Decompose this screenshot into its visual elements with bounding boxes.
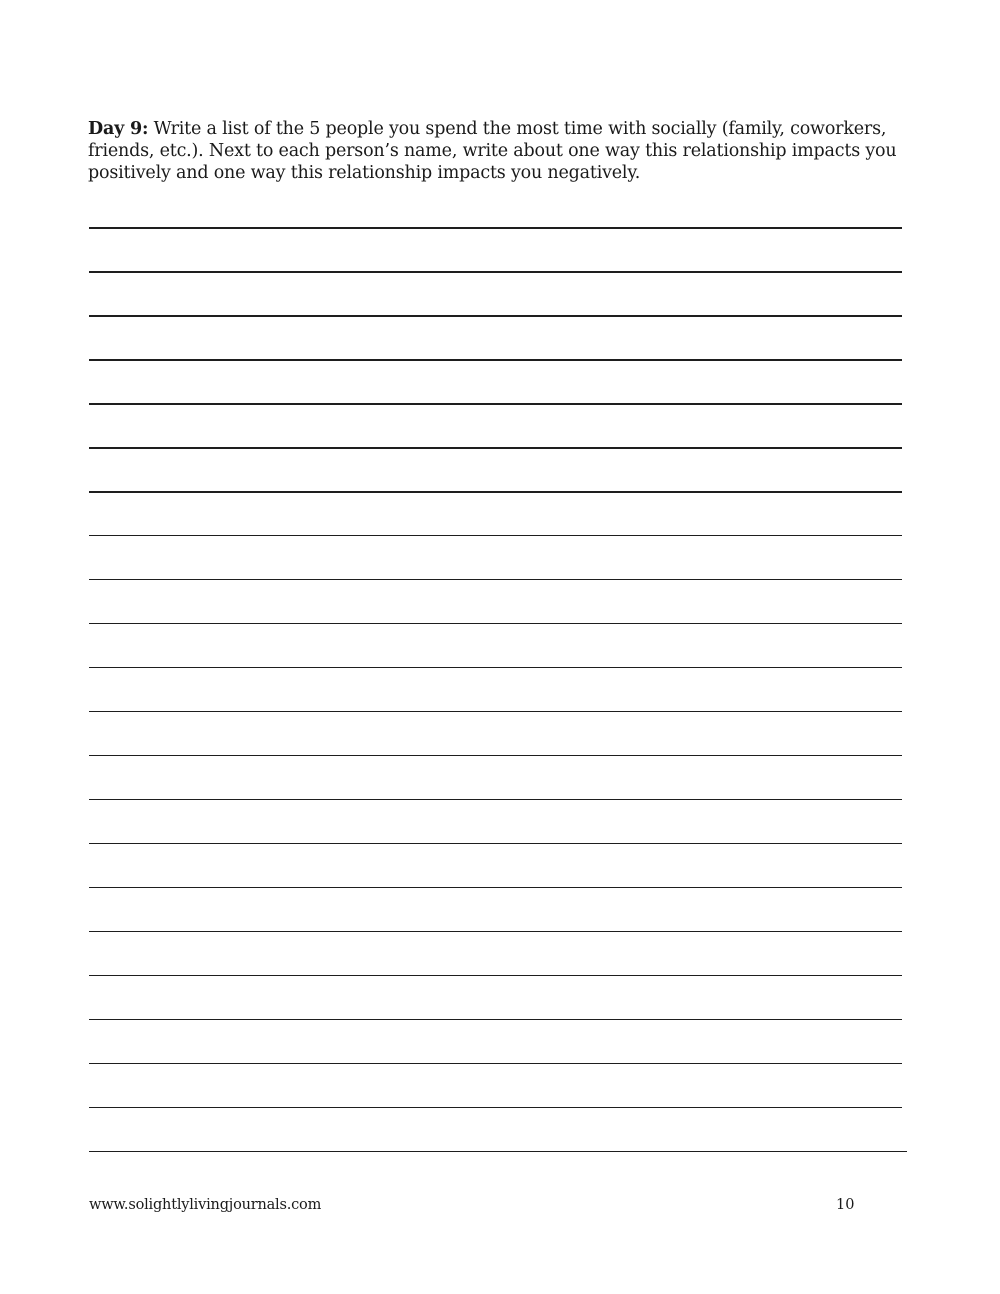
writing-lines (89, 227, 902, 1195)
writing-line (89, 843, 902, 845)
writing-line (89, 1151, 907, 1153)
writing-line (89, 1063, 902, 1065)
writing-line (89, 755, 902, 757)
prompt-text: Write a list of the 5 people you spend the most time with socially (family, coworkers, friends, etc.). Next to each person’s name, write about one way this relationship impacts you positively and one way this relationship impacts you negatively. (88, 119, 897, 183)
writing-line (89, 1019, 902, 1021)
writing-line (89, 579, 902, 581)
writing-line (89, 931, 902, 933)
writing-line (89, 491, 902, 493)
writing-line (89, 799, 902, 801)
writing-line (89, 403, 902, 405)
writing-line (89, 315, 902, 317)
writing-line (89, 1107, 902, 1109)
footer-url: www.solightlylivingjournals.com (89, 1197, 322, 1213)
page-number: 10 (836, 1197, 855, 1213)
writing-line (89, 359, 902, 361)
writing-line (89, 623, 902, 625)
writing-line (89, 447, 902, 449)
writing-line (89, 227, 902, 229)
writing-line (89, 711, 902, 713)
writing-line (89, 887, 902, 889)
writing-line (89, 975, 902, 977)
writing-line (89, 271, 902, 273)
day-prompt (88, 118, 918, 184)
day-label: Day 9: (88, 119, 149, 139)
writing-line (89, 535, 902, 537)
writing-line (89, 667, 902, 669)
